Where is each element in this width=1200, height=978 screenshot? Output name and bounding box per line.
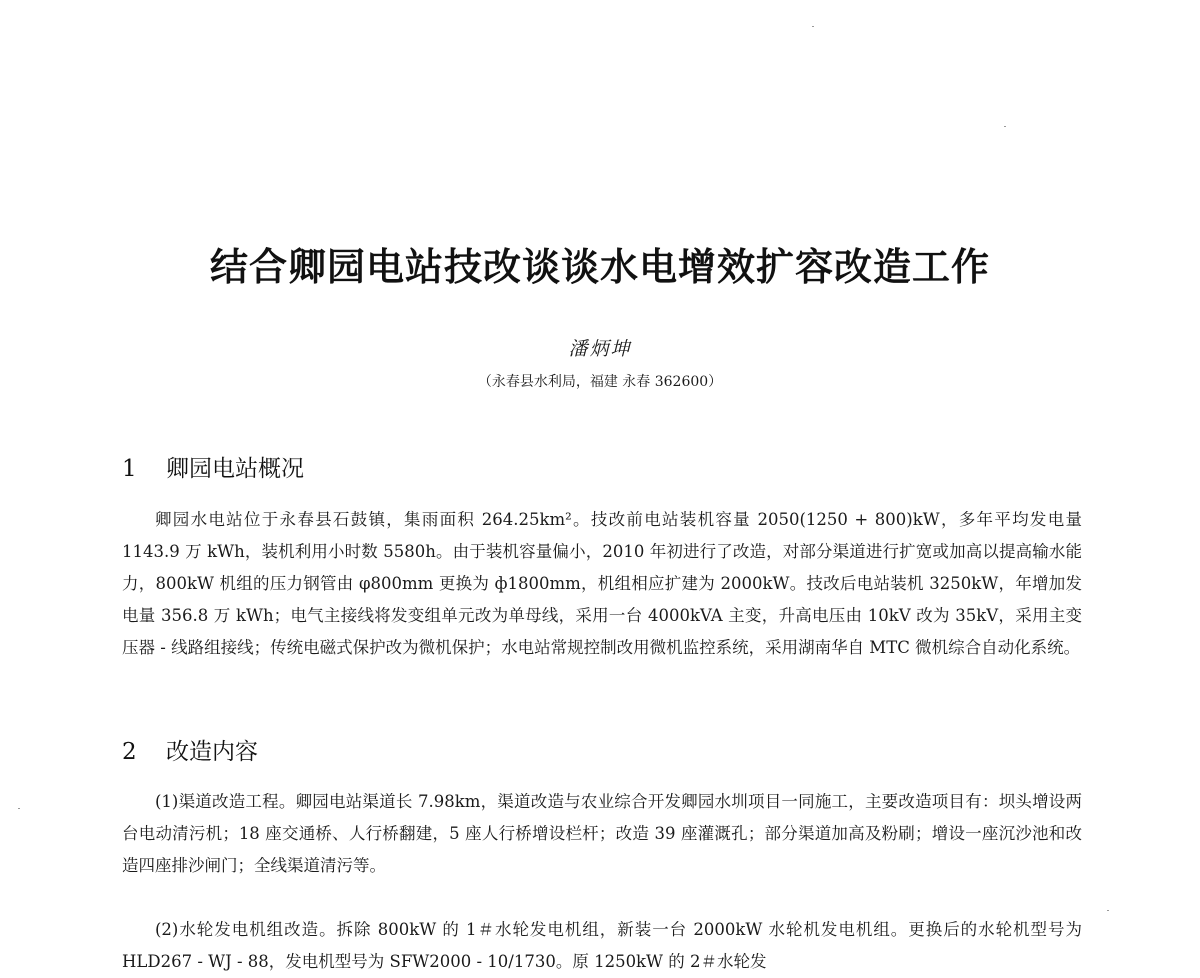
section-heading-1 [122,450,304,483]
paragraph-canal-renovation: (1)渠道改造工程。卿园电站渠道长 7.98km，渠道改造与农业综合开发卿园水圳项目一同施工，主要改造项目有：坝头增设两台电动清污机；18 座交通桥、人行桥翻建，5 座人行桥增设栏杆；改造 39 座灌溉孔；部分渠道加高及粉刷；增设一座沉沙池和改造四座排沙闸门；全线渠道清污等。 [122,792,1082,875]
section-number: 2 [122,739,137,765]
section-title: 改造内容 [166,739,258,765]
author-name: 潘炳坤 [568,338,632,360]
scan-speck [812,26,814,27]
scan-speck [1004,126,1006,127]
scan-speck [18,808,20,809]
paper-title: 结合卿园电站技改谈谈水电增效扩容改造工作 [209,245,990,289]
author-affiliation: （永春县水利局，福建 永春 362600） [477,374,723,390]
section-title: 卿园电站概况 [166,456,304,482]
section-heading-2 [122,733,258,766]
paragraph-unit-renovation: (2)水轮发电机组改造。拆除 800kW 的 1＃水轮发电机组，新装一台 2000kW 水轮机发电机组。更换后的水轮机型号为 HLD267 - WJ - 88，发电机型号为 SFW2000 - 10/1730。原 1250kW 的 2＃水轮发 [122,920,1082,971]
section-number: 1 [122,456,137,482]
scan-speck [1107,910,1109,911]
paragraph-overview: 卿园水电站位于永春县石鼓镇，集雨面积 264.25km²。技改前电站装机容量 2050(1250 + 800)kW，多年平均发电量 1143.9 万 kWh，装机利用小时数 5580h。由于装机容量偏小，2010 年初进行了改造，对部分渠道进行扩宽或加高以提高输水能力，800kW 机组的压力钢管由 φ800mm 更换为 ф1800mm，机组相应扩建为 2000kW。技改后电站装机 3250kW，年增加发电量 356.8 万 kWh；电气主接线将发变组单元改为单母线，采用一台 4000kVA 主变，升高电压由 10kV 改为 35kV，采用主变压器 - 线路组接线；传统电磁式保护改为微机保护；水电站常规控制改用微机监控系统，采用湖南华自 MTC 微机综合自动化系统。 [122,510,1082,657]
